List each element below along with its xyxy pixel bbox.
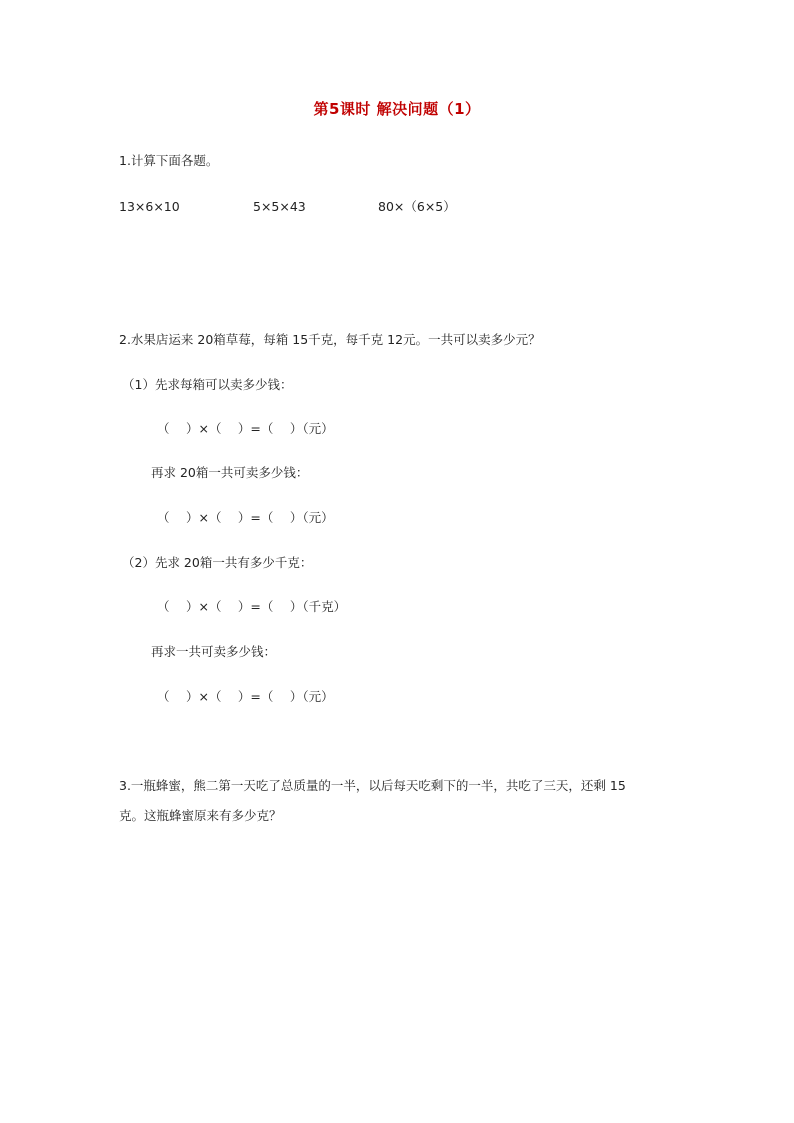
question-1-expression-2: 5×5×43 (253, 199, 306, 214)
question-3-text-line-2: 克。这瓶蜂蜜原来有多少克？ (119, 808, 282, 823)
question-2-part-2-sub-label: 再求一共可卖多少钱： (151, 644, 277, 659)
question-2-part-1-sub-label: 再求 20箱一共可卖多少钱： (151, 465, 309, 480)
question-2-part-2-label: （2）先求 20箱一共有多少千克： (122, 555, 313, 570)
question-2-part-1-equation-2: （ ）×（ ）=（ ）（元） (157, 510, 334, 525)
question-2-heading: 2.水果店运来 20箱草莓，每箱 15千克，每千克 12元。一共可以卖多少元？ (119, 332, 541, 347)
question-2-part-1-equation-1: （ ）×（ ）=（ ）（元） (157, 421, 334, 436)
question-1-heading: 1.计算下面各题。 (119, 153, 219, 168)
question-2-part-2-equation-1: （ ）×（ ）=（ ）（千克） (157, 599, 347, 614)
question-1-expression-3: 80×（6×5） (378, 199, 456, 214)
question-2-part-2-equation-2: （ ）×（ ）=（ ）（元） (157, 689, 334, 704)
question-1-expression-1: 13×6×10 (119, 199, 180, 214)
question-2-part-1-label: （1）先求每箱可以卖多少钱： (122, 377, 293, 392)
question-3-text-line-1: 3.一瓶蜂蜜，熊二第一天吃了总质量的一半，以后每天吃剩下的一半，共吃了三天，还剩 15 (119, 778, 626, 793)
worksheet-title: 第5课时 解决问题（1） (313, 100, 481, 118)
